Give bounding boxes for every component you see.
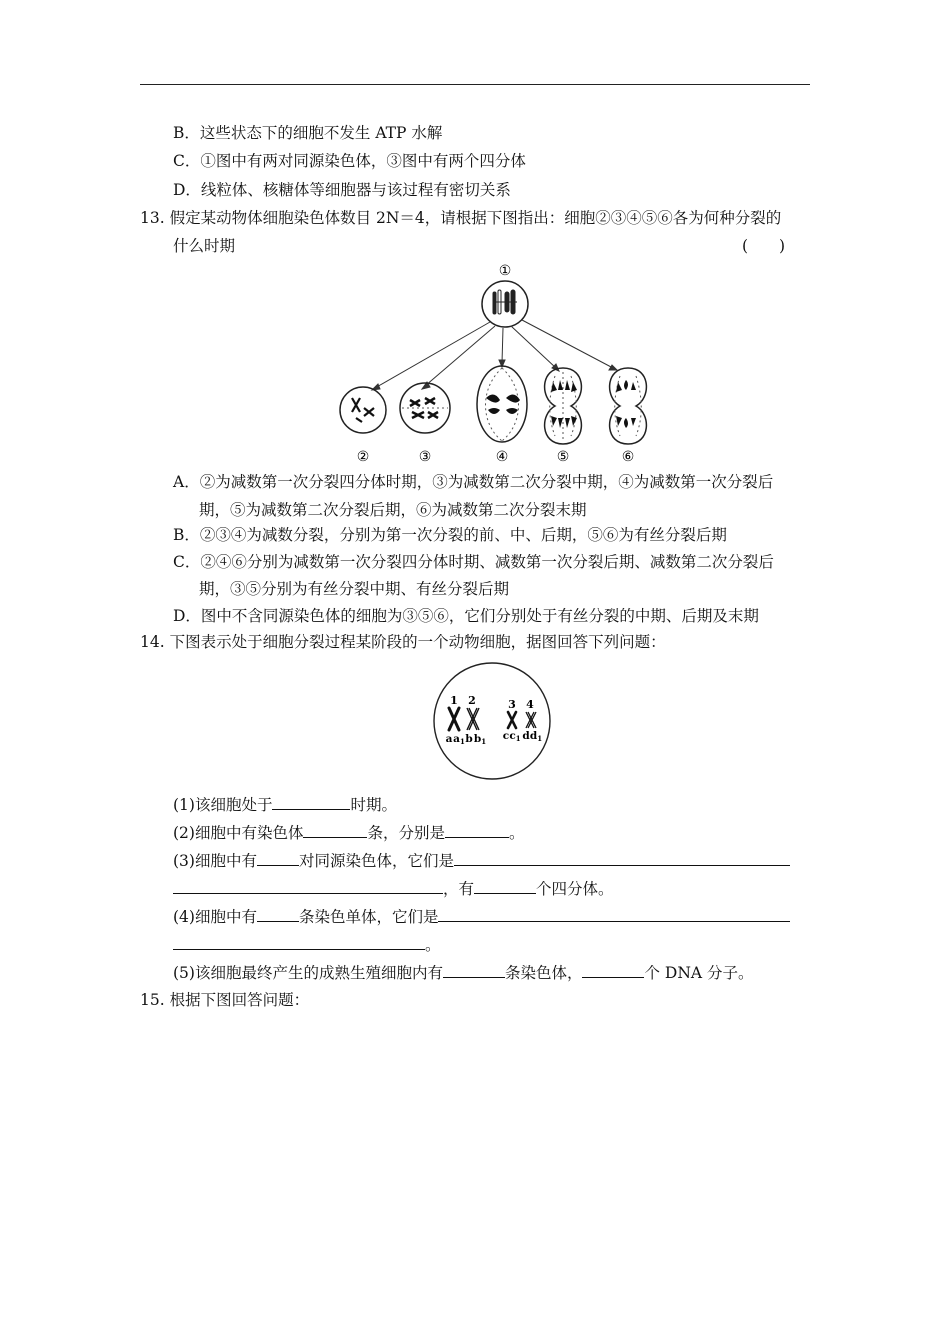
gene-label-b: b (465, 733, 473, 745)
gene-label-c: c (502, 730, 510, 742)
q14-part4-text-a: (4)细胞中有 (173, 908, 257, 926)
svg-text:a1 (453, 733, 465, 746)
q13-option-d: D．图中不含同源染色体的细胞为③⑤⑥，它们分别处于有丝分裂的中期、后期及末期 (173, 607, 759, 625)
q14-part1-blank[interactable] (272, 794, 350, 810)
q12-option-b: B．这些状态下的细胞不发生 ATP 水解 (173, 124, 443, 142)
q14-part3-blank-count[interactable] (257, 850, 299, 866)
q14-part1-text-b: 时期。 (350, 796, 397, 814)
q14-part3-text-a: (3)细胞中有 (173, 852, 257, 870)
q13-option-c-line1: C．②④⑥分别为减数第一次分裂四分体时期、减数第一次分裂后期、减数第二次分裂后 (173, 553, 774, 571)
q15-stem: 15. 根据下图回答问题： (140, 991, 310, 1009)
header-rule (140, 84, 810, 85)
q14-part3 (173, 850, 790, 871)
q14-part2-blank-count[interactable] (303, 822, 367, 838)
q14-cell-figure (432, 660, 552, 782)
q13-answer-bracket: ( ) (742, 237, 786, 255)
q14-part5-text-b: 条染色体， (504, 964, 583, 982)
q14-stem: 14. 下图表示处于细胞分裂过程某阶段的一个动物细胞，据图回答下列问题： (140, 633, 666, 651)
gene-label-a1-subscript: 1 (459, 737, 465, 746)
q12-option-d: D．线粒体、核糖体等细胞器与该过程有密切关系 (173, 181, 511, 199)
q14-part1 (173, 794, 397, 815)
q12-option-c: C．①图中有两对同源染色体，③图中有两个四分体 (173, 152, 526, 170)
gene-label-b1-subscript: 1 (481, 737, 487, 746)
svg-text:d1 (530, 730, 542, 743)
svg-text:c1 (509, 730, 520, 743)
figure-label-6: ⑥ (621, 449, 635, 465)
q14-part4 (173, 906, 790, 927)
figure-label-3: ③ (418, 449, 432, 465)
gene-label-d1: d (529, 730, 538, 742)
figure-label-4: ④ (495, 449, 509, 465)
figure-label-1: ① (498, 263, 512, 279)
chromosome-number-2: 2 (468, 694, 476, 707)
gene-label-a1: a (453, 733, 460, 745)
q13-option-a-line1: A．②为减数第一次分裂四分体时期，③为减数第二次分裂中期，④为减数第一次分裂后 (173, 473, 774, 491)
figure-label-5: ⑤ (556, 449, 570, 465)
q14-part3-text-b: 对同源染色体，它们是 (298, 852, 454, 870)
gene-label-c1: c (509, 730, 516, 742)
q14-part4-blank-names-cont[interactable] (173, 934, 425, 950)
q14-part1-text-a: (1)该细胞处于 (173, 796, 273, 814)
q14-part5-blank-dna[interactable] (582, 962, 644, 978)
q14-part3-text-c: ，有 (443, 880, 475, 898)
q14-part3-blank-tetrads[interactable] (474, 878, 536, 894)
q14-part4-blank-count[interactable] (257, 906, 299, 922)
q13-stem-line1: 13. 假定某动物体细胞染色体数目 2N＝4，请根据下图指出：细胞②③④⑤⑥各为何种分裂的 (140, 209, 782, 227)
chromosome-number-1: 1 (450, 694, 458, 707)
figure-label-2: ② (356, 449, 370, 465)
q14-part3-text-d: 个四分体。 (536, 880, 614, 898)
q14-part4-text-c: 。 (425, 936, 441, 954)
q14-part5 (173, 962, 754, 983)
q14-part5-text-a: (5)该细胞最终产生的成熟生殖细胞内有 (173, 964, 443, 982)
chromosome-number-4: 4 (526, 698, 534, 711)
q14-part5-text-c: 个 DNA 分子。 (644, 964, 754, 982)
q14-part4-blank-names[interactable] (438, 906, 790, 922)
gene-label-d1-subscript: 1 (537, 734, 543, 743)
q14-part2 (173, 822, 525, 843)
q14-part3-blank-pairs[interactable] (454, 850, 790, 866)
q14-part3-cont (173, 878, 614, 899)
gene-label-a: a (445, 733, 453, 745)
gene-label-c1-subscript: 1 (515, 734, 521, 743)
gene-label-b1: b (473, 733, 482, 745)
q13-cell-division-figure (330, 258, 660, 468)
q14-part4-text-b: 条染色单体，它们是 (298, 908, 439, 926)
chromosome-number-3: 3 (508, 698, 516, 711)
gene-label-d: d (522, 730, 530, 742)
q13-option-b: B．②③④为减数分裂，分别为第一次分裂的前、中、后期，⑤⑥为有丝分裂后期 (173, 526, 727, 544)
q14-part3-blank-pairs-cont[interactable] (173, 878, 443, 894)
q13-option-c-line2: 期，③⑤分别为有丝分裂中期、有丝分裂后期 (199, 580, 510, 598)
svg-text:b1 (474, 733, 486, 746)
q14-part2-text-c: 。 (508, 824, 525, 842)
q14-part4-cont (173, 934, 441, 955)
q14-part2-text-a: (2)细胞中有染色体 (173, 824, 304, 842)
q14-part2-blank-names[interactable] (445, 822, 509, 838)
q14-part2-text-b: 条，分别是 (367, 824, 445, 842)
q13-option-a-line2: 期，⑤为减数第二次分裂后期，⑥为减数第二次分裂末期 (199, 501, 587, 519)
q14-part5-blank-chromosomes[interactable] (443, 962, 505, 978)
q13-stem-line2: 什么时期 (173, 237, 236, 255)
